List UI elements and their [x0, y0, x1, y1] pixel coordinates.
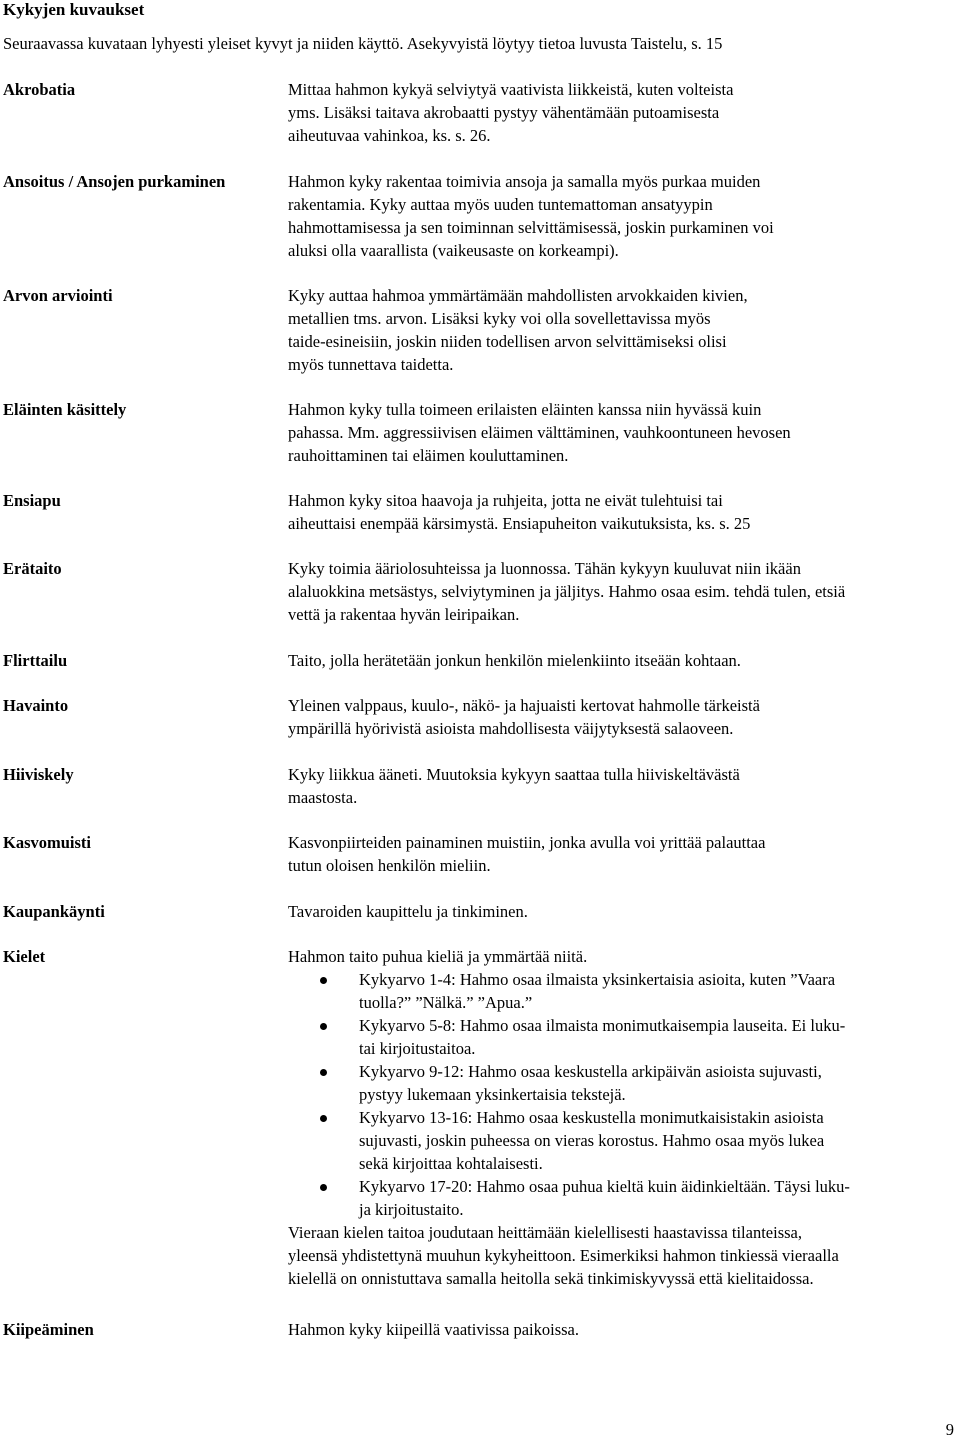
description-line: Yleinen valppaus, kuulo-, näkö- ja hajuaisti kertovat hahmolle tärkeistä [288, 696, 760, 715]
skill-description [288, 900, 948, 923]
list-item [288, 1106, 948, 1175]
description-line: tutun oloisen henkilön mieliin. [288, 856, 491, 875]
description-line: Kykyarvo 13-16: Hahmo osaa keskustella monimutkaisistakin asioista [359, 1108, 824, 1127]
description-line: tai kirjoitustaitoa. [359, 1039, 476, 1058]
description-line: Mittaa hahmon kykyä selviytyä vaativista liikkeistä, kuten volteista [288, 80, 734, 99]
skill-description [288, 763, 948, 809]
page-title: Kykyjen kuvaukset [3, 0, 145, 19]
description-line: pystyy lukemaan yksinkertaisia tekstejä. [359, 1085, 626, 1104]
description-line: Kyky liikkua ääneti. Muutoksia kykyyn saattaa tulla hiiviskeltävästä [288, 765, 740, 784]
bullet-icon [320, 977, 327, 984]
skill-description [288, 694, 948, 740]
list-item [288, 1060, 948, 1106]
skill-description [288, 489, 948, 535]
description-line: rakentamia. Kyky auttaa myös uuden tuntemattoman ansatyypin [288, 195, 713, 214]
skill-term: Kiipeäminen [3, 1320, 94, 1339]
skill-description [288, 284, 948, 376]
description-line: myös tunnettava taidetta. [288, 355, 454, 374]
skill-term: Flirttailu [3, 651, 68, 670]
description-line: aiheuttaisi enempää kärsimystä. Ensiapuheiton vaikutuksista, ks. s. 25 [288, 514, 751, 533]
skill-term: Kielet [3, 947, 46, 966]
description-line: metallien tms. arvon. Lisäksi kyky voi olla sovellettavissa myös [288, 309, 711, 328]
language-level-list [288, 968, 948, 1221]
description-line: taide-esineisiin, joskin niiden todellisen arvon selvittämiseksi olisi [288, 332, 727, 351]
bullet-icon [320, 1184, 327, 1191]
description-line: aluksi olla vaarallista (vaikeusaste on korkeampi). [288, 241, 619, 260]
skill-term: Ansoitus / Ansojen purkaminen [3, 172, 226, 191]
skill-term: Akrobatia [3, 80, 76, 99]
description-line: alaluokkina metsästys, selviytyminen ja jäljitys. Hahmo osaa esim. tehdä tulen, etsiä [288, 582, 846, 601]
description-line: Vieraan kielen taitoa joudutaan heittämään kielellisesti haastavissa tilanteissa, [288, 1223, 802, 1242]
page-number: 9 [945, 1420, 954, 1439]
skill-description [288, 78, 948, 147]
description-line: hahmottamisessa ja sen toiminnan selvittämisessä, joskin purkaminen voi [288, 218, 774, 237]
description-line: Taito, jolla herätetään jonkun henkilön mielenkiinto itseään kohtaan. [288, 651, 741, 670]
list-item [288, 1175, 948, 1221]
description-line: Kyky auttaa hahmoa ymmärtämään mahdollisten arvokkaiden kivien, [288, 286, 748, 305]
skill-description [288, 170, 948, 262]
description-line: ja kirjoitustaito. [359, 1200, 464, 1219]
skill-term: Kaupankäynti [3, 902, 105, 921]
description-line: Kyky toimia ääriolosuhteissa ja luonnossa. Tähän kykyyn kuuluvat niin ikään [288, 559, 801, 578]
description-line: maastosta. [288, 788, 358, 807]
description-line: aiheutuvaa vahinkoa, ks. s. 26. [288, 126, 491, 145]
description-line: sujuvasti, joskin puheessa on vieras korostus. Hahmo osaa myös lukea [359, 1131, 825, 1150]
skill-description [288, 398, 948, 467]
description-line: Hahmon taito puhua kieliä ja ymmärtää niitä. [288, 947, 588, 966]
description-line: Kasvonpiirteiden painaminen muistiin, jonka avulla voi yrittää palauttaa [288, 833, 766, 852]
description-line: tuolla?” ”Nälkä.” ”Apua.” [359, 993, 533, 1012]
description-line: Kykyarvo 9-12: Hahmo osaa keskustella arkipäivän asioista sujuvasti, [359, 1062, 822, 1081]
skill-description [288, 649, 948, 672]
description-line: rauhoittaminen tai eläimen kouluttaminen. [288, 446, 569, 465]
description-line: Hahmon kyky tulla toimeen erilaisten eläinten kanssa niin hyvässä kuin [288, 400, 762, 419]
description-line: Tavaroiden kaupittelu ja tinkiminen. [288, 902, 528, 921]
skill-description [288, 557, 948, 626]
list-item [288, 1014, 948, 1060]
skill-term: Havainto [3, 696, 69, 715]
skill-description [288, 945, 948, 1290]
skill-term: Ensiapu [3, 491, 61, 510]
description-line: pahassa. Mm. aggressiivisen eläimen välttäminen, vauhkoontuneen hevosen [288, 423, 791, 442]
description-line: Kykyarvo 5-8: Hahmo osaa ilmaista monimutkaisempia lauseita. Ei luku- [359, 1016, 846, 1035]
description-line: Kykyarvo 17-20: Hahmo osaa puhua kieltä kuin äidinkieltään. Täysi luku- [359, 1177, 850, 1196]
intro-paragraph: Seuraavassa kuvataan lyhyesti yleiset kyvyt ja niiden käyttö. Asekyvyistä löytyy tietoa luvusta Taistelu, s. 15 [3, 34, 723, 53]
description-line: yleensä yhdistettynä muuhun kykyheittoon. Esimerkiksi hahmon tinkiessä vieraalla [288, 1246, 839, 1265]
list-item [288, 968, 948, 1014]
skill-term: Erätaito [3, 559, 62, 578]
skill-term: Hiiviskely [3, 765, 74, 784]
skill-description [288, 831, 948, 877]
skill-description [288, 1318, 948, 1341]
description-line: Hahmon kyky kiipeillä vaativissa paikoissa. [288, 1320, 579, 1339]
bullet-icon [320, 1069, 327, 1076]
description-line: vettä ja rakentaa hyvän leiripaikan. [288, 605, 520, 624]
description-line: Hahmon kyky rakentaa toimivia ansoja ja samalla myös purkaa muiden [288, 172, 761, 191]
bullet-icon [320, 1023, 327, 1030]
skill-term: Eläinten käsittely [3, 400, 127, 419]
description-line: yms. Lisäksi taitava akrobaatti pystyy vähentämään putoamisesta [288, 103, 720, 122]
description-line: Kykyarvo 1-4: Hahmo osaa ilmaista yksinkertaisia asioita, kuten ”Vaara [359, 970, 836, 989]
skill-term: Arvon arviointi [3, 286, 113, 305]
description-line: kielellä on onnistuttava samalla heitolla sekä tinkimiskyvyssä että kielitaidossa. [288, 1269, 814, 1288]
description-line: sekä kirjoittaa kohtalaisesti. [359, 1154, 543, 1173]
skill-term: Kasvomuisti [3, 833, 92, 852]
bullet-icon [320, 1115, 327, 1122]
description-line: Hahmon kyky sitoa haavoja ja ruhjeita, jotta ne eivät tulehtuisi tai [288, 491, 723, 510]
description-line: ympärillä hyörivistä asioista mahdollisesta väijytyksestä salaoveen. [288, 719, 734, 738]
